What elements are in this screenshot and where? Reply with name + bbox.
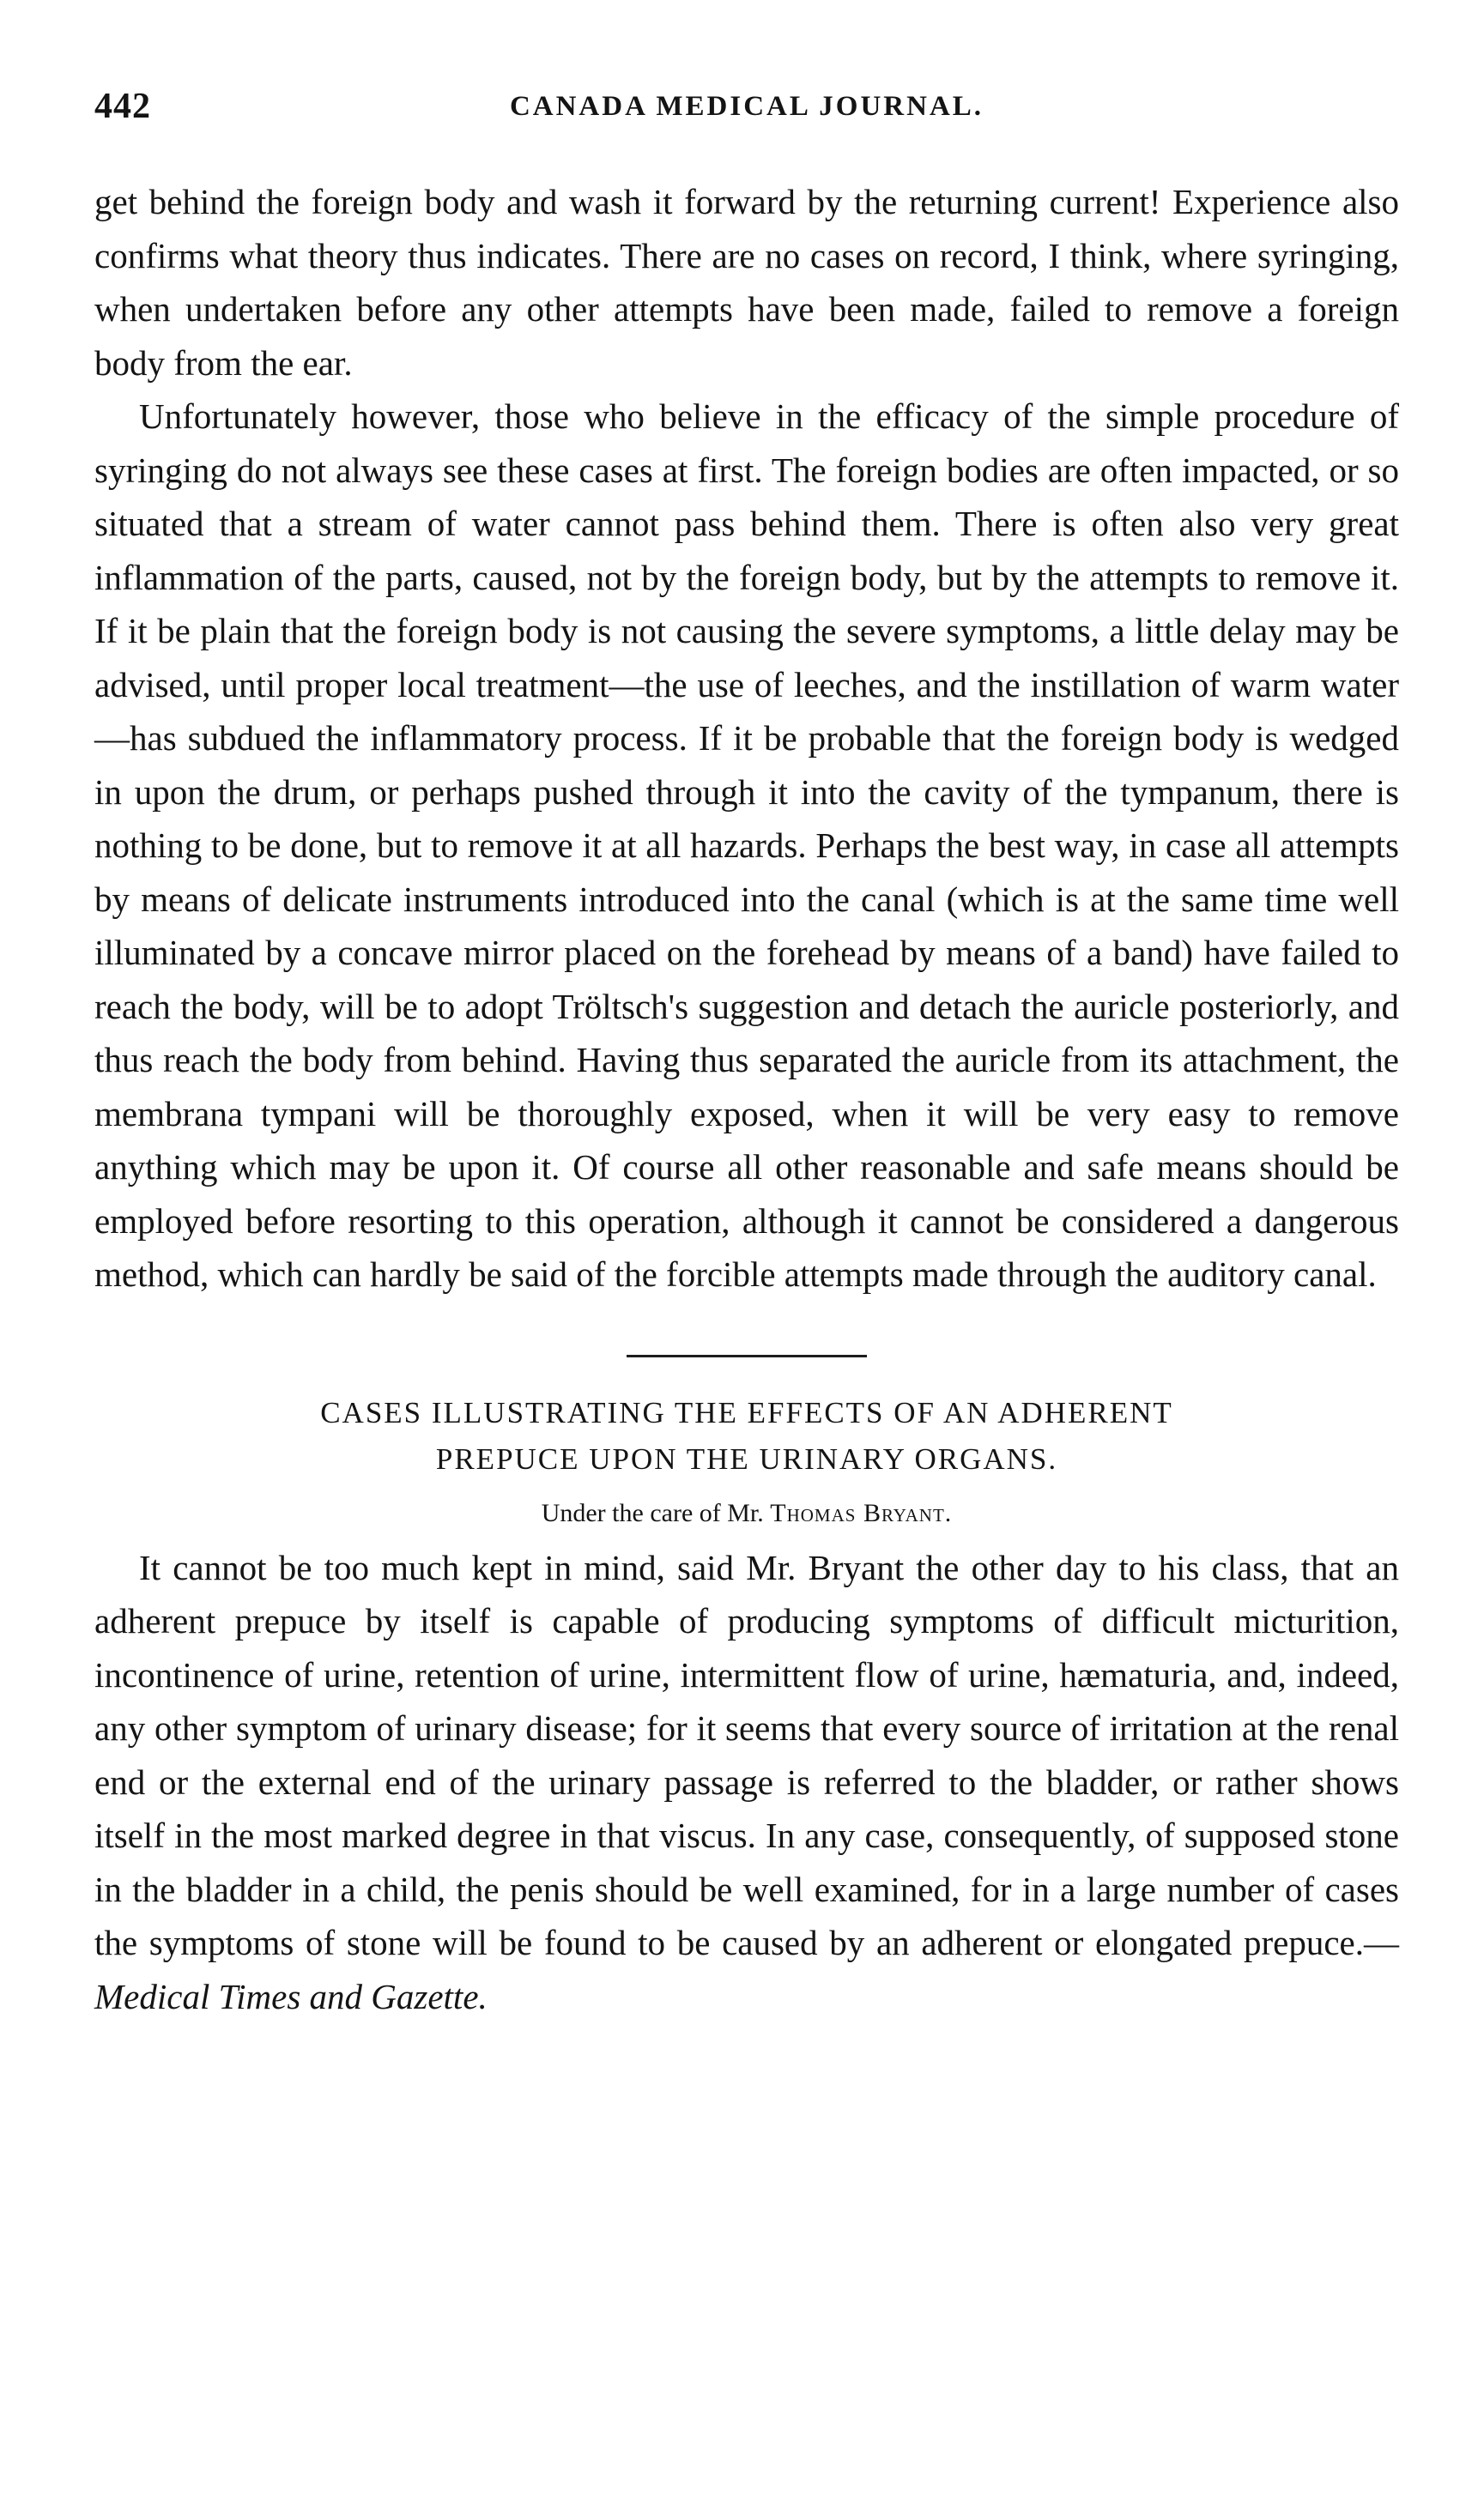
article-title-line: CASES ILLUSTRATING THE EFFECTS OF AN ADHERENT	[320, 1395, 1173, 1429]
body-paragraph: get behind the foreign body and wash it forward by the returning current! Experience also confirms what theory thus indicates. There are no cases on record, I think, where syringing, when undertaken before any other attempts have been made, failed to remove a foreign body from the ear.	[94, 182, 1399, 383]
journal-page	[94, 86, 1399, 2023]
section-divider	[627, 1355, 867, 1357]
journal-title: CANADA MEDICAL JOURNAL.	[509, 91, 984, 122]
running-head	[94, 86, 1399, 137]
body-paragraph: Unfortunately however, those who believe in the efficacy of the simple procedure of syringing do not always see these cases at first. The foreign bodies are often impacted, or so situated that a stream of water cannot pass behind them. There is often also very great inflammation of the parts, caused, not by the foreign body, but by the attempts to remove it. If it be plain that the foreign body is not causing the severe symptoms, a little delay may be advised, until proper local treatment—the use of leeches, and the instillation of warm water—has subdued the inflammatory process. If it be probable that the foreign body is wedged in upon the drum, or perhaps pushed through it into the cavity of the tympanum, there is nothing to be done, but to remove it at all hazards. Perhaps the best way, in case all attempts by means of delicate instruments introduced into the canal (which is at the same time well illuminated by a concave mirror placed on the forehead by means of a band) have failed to reach the body, will be to adopt Tröltsch's suggestion and detach the auricle posteriorly, and thus reach the body from behind. Having thus separated the auricle from its attachment, the membrana tympani will be thoroughly exposed, when it will be very easy to remove anything which may be upon it. Of course all other reasonable and safe means should be employed before resorting to this operation, although it cannot be considered a dangerous method, which can hardly be said of the forcible attempts made through the auditory canal.	[94, 396, 1399, 1294]
byline-name: Thomas Bryant.	[770, 1498, 953, 1527]
byline-prefix: Under the care of Mr.	[541, 1498, 764, 1527]
page-number: 442	[94, 87, 151, 126]
article-heading	[94, 1390, 1399, 1483]
article-title-line: PREPUCE UPON THE URINARY ORGANS.	[435, 1441, 1058, 1476]
article-source: Medical Times and Gazette.	[94, 1976, 488, 2016]
article-text: It cannot be too much kept in mind, said Mr. Bryant the other day to his class, that an adherent prepuce by itself is capable of producing symptoms of difficult micturition, incontinence of urine, retention of urine, intermittent flow of urine, hæmaturia, and, indeed, any other symptom of urinary disease; for it seems that every source of irritation at the renal end or the external end of the urinary passage is referred to the bladder, or rather shows itself in the most marked degree in that viscus. In any case, consequently, of supposed stone in the bladder in a child, the penis should be well examined, for in a large number of cases the symptoms of stone will be found to be caused by an adherent or elongated prepuce.—	[94, 1547, 1399, 1962]
byline	[94, 1491, 1399, 1536]
article-paragraph	[94, 1541, 1399, 2024]
